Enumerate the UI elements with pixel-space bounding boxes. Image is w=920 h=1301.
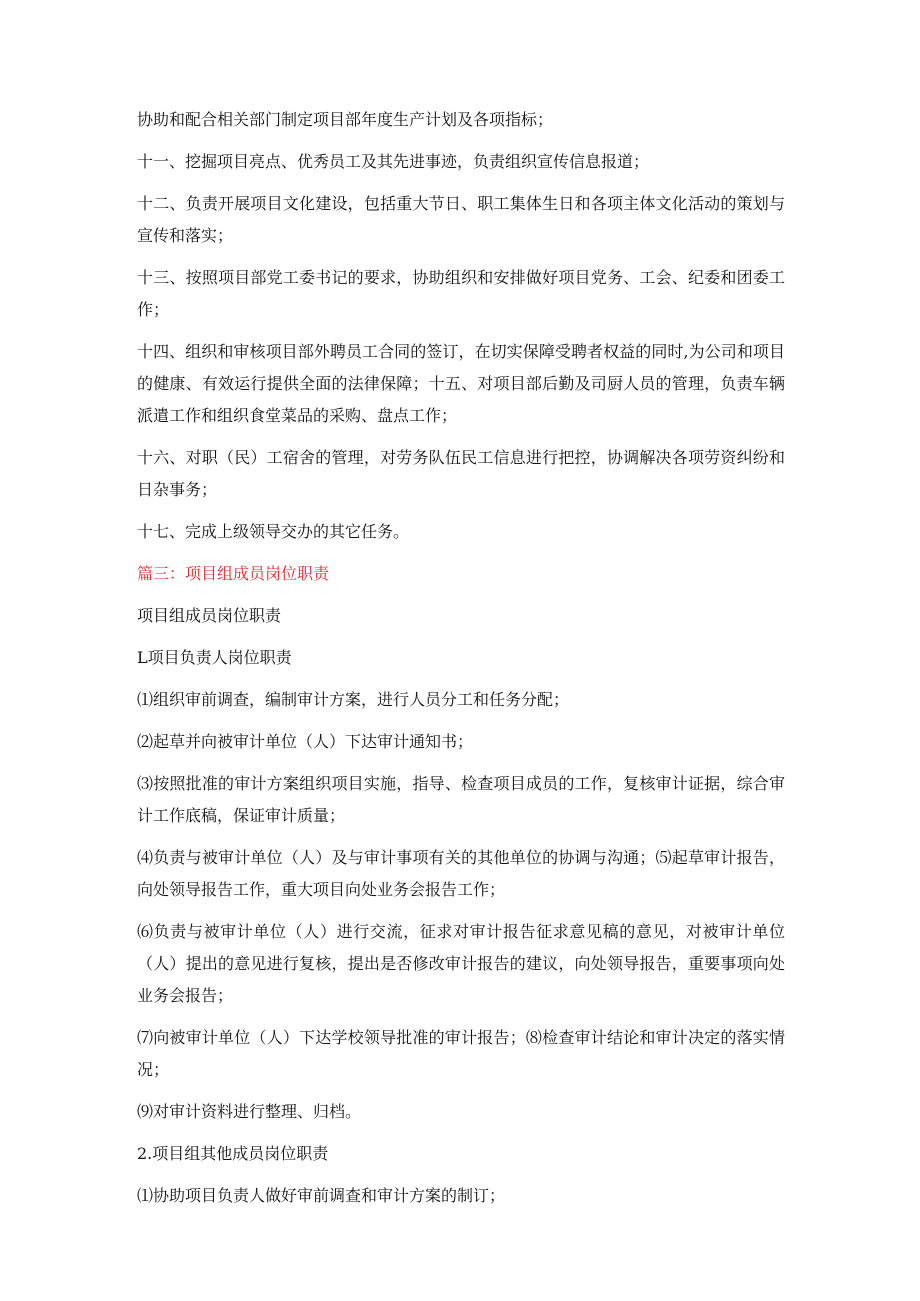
- paragraph: ⑴协助项目负责人做好审前调查和审计方案的制订；: [137, 1186, 506, 1205]
- paragraph: 十二、负责开展项目文化建设，包括重大节日、职工集体生日和各项主体文化活动的策划与宣传和落实；: [137, 194, 785, 245]
- paragraph: ⑺向被审计单位（人）下达学校领导批准的审计报告；⑻检查审计结论和审计决定的落实情况；: [137, 1028, 785, 1079]
- paragraph: 十六、对职（民）工宿舍的管理，对劳务队伍民工信息进行把控，协调解决各项劳资纠纷和日杂事务；: [137, 448, 785, 499]
- section-subtitle: 项目组成员岗位职责: [137, 606, 282, 625]
- paragraph: ⑹负责与被审计单位（人）进行交流，征求对审计报告征求意见稿的意见，对被审计单位（人）提出的意见进行复核，提出是否修改审计报告的建议，向处领导报告，重要事项向处业务会报告；: [137, 922, 785, 1005]
- paragraph: 十三、按照项目部党工委书记的要求，协助组织和安排做好项目党务、工会、纪委和团委工作；: [137, 268, 785, 319]
- paragraph: ⑴组织审前调查，编制审计方案，进行人员分工和任务分配；: [137, 690, 570, 709]
- paragraph: L项目负责人岗位职责: [137, 648, 292, 667]
- paragraph: 2.项目组其他成员岗位职责: [137, 1144, 329, 1163]
- paragraph: 十一、挖掘项目亮点、优秀员工及其先进事迹，负责组织宣传信息报道；: [137, 152, 650, 171]
- paragraph: 十四、组织和审核项目部外聘员工合同的签订，在切实保障受聘者权益的同时,为公司和项目的健康、有效运行提供全面的法律保障；十五、对项目部后勤及司厨人员的管理，负责车辆派遣工作和组织食堂菜品的采购、盘点工作；: [137, 342, 785, 425]
- paragraph: 十七、完成上级领导交办的其它任务。: [137, 522, 410, 541]
- paragraph: ⑵起草并向被审计单位（人）下达审计通知书；: [137, 732, 474, 751]
- paragraph: ⑶按照批准的审计方案组织项目实施，指导、检查项目成员的工作，复核审计证据，综合审计工作底稿，保证审计质量；: [137, 774, 785, 825]
- section-heading: 篇三：项目组成员岗位职责: [137, 564, 330, 583]
- document-body: [137, 104, 785, 1222]
- paragraph: ⑷负责与被审计单位（人）及与审计事项有关的其他单位的协调与沟通；⑸起草审计报告，向处领导报告工作，重大项目向处业务会报告工作；: [137, 848, 785, 899]
- paragraph: ⑼对审计资料进行整理、归档。: [137, 1102, 362, 1121]
- paragraph: 协助和配合相关部门制定项目部年度生产计划及各项指标；: [137, 110, 554, 129]
